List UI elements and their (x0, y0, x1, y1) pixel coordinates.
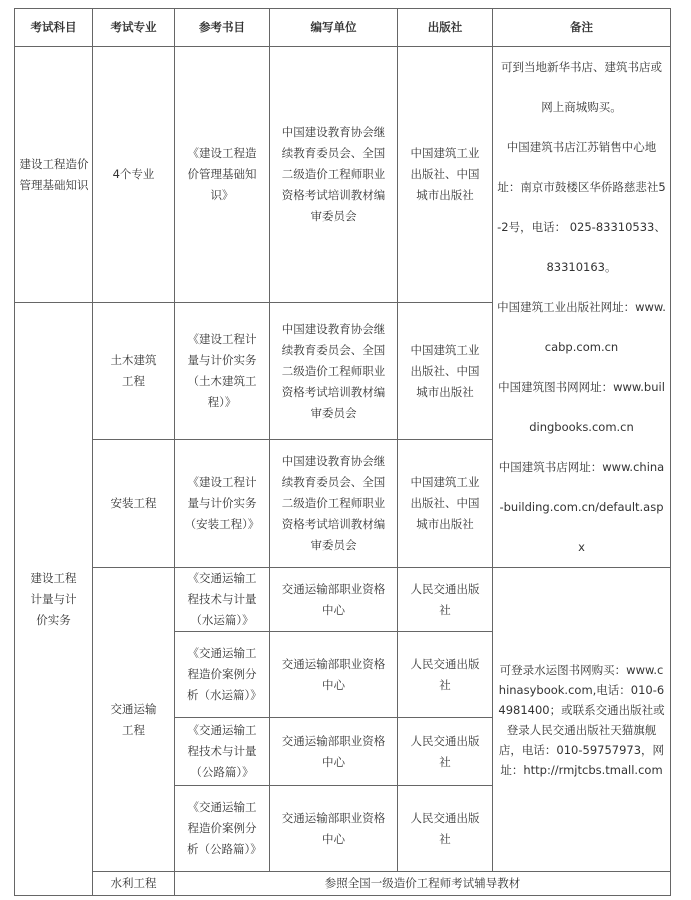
major-cell: 安装工程 (93, 440, 175, 568)
header-publisher: 出版社 (398, 9, 493, 47)
note-cell-transport (493, 568, 671, 872)
subject-cell: 建设工程造价管理基础知识 (15, 47, 93, 303)
note-text: 中国建筑图书网网址：www.buildingbooks.com.cn (498, 380, 665, 434)
publisher-cell: 中国建筑工业出版社、中国城市出版社 (398, 47, 493, 303)
major-cell: 交通运输工程 (93, 568, 175, 872)
book-cell: 《交通运输工程技术与计量（公路篇）》 (175, 718, 270, 786)
book-cell: 《交通运输工程造价案例分析（公路篇）》 (175, 786, 270, 872)
publisher-cell: 人民交通出版社 (398, 786, 493, 872)
publisher-cell: 人民交通出版社 (398, 568, 493, 632)
org-cell: 中国建设教育协会继续教育委员会、全国二级造价工程师职业资格考试培训教材编审委员会 (270, 440, 398, 568)
header-row (15, 9, 671, 47)
header-note: 备注 (493, 9, 671, 47)
major-cell: 水利工程 (93, 872, 175, 896)
org-cell: 交通运输部职业资格中心 (270, 568, 398, 632)
subject-cell: 建设工程计量与计价实务 (15, 303, 93, 896)
table-row (15, 47, 671, 303)
exam-reference-table (14, 8, 671, 896)
note-text: 可到当地新华书店、建筑书店或网上商城购买。 (501, 60, 662, 114)
publisher-cell: 中国建筑工业出版社、中国城市出版社 (398, 440, 493, 568)
publisher-cell: 人民交通出版社 (398, 718, 493, 786)
publisher-cell: 人民交通出版社 (398, 632, 493, 718)
header-book: 参考书目 (175, 9, 270, 47)
note-text: 可登录水运图书网购买：www.chinasybook.com,电话：010-64981400；或联系交通出版社或登录人民交通出版社天猫旗舰店，电话：010-59757973，网址：http://rmjtcbs.tmall.com (498, 662, 665, 777)
book-cell: 《建设工程计量与计价实务（安装工程）》 (175, 440, 270, 568)
publisher-cell: 中国建筑工业出版社、中国城市出版社 (398, 303, 493, 440)
header-org: 编写单位 (270, 9, 398, 47)
table-row (15, 872, 671, 896)
note-text: 中国建筑工业出版社网址：www.cabp.com.cn (497, 300, 666, 354)
note-cell-construction (493, 47, 671, 568)
header-major: 考试专业 (93, 9, 175, 47)
header-subject: 考试科目 (15, 9, 93, 47)
org-cell: 交通运输部职业资格中心 (270, 718, 398, 786)
major-cell: 土木建筑工程 (93, 303, 175, 440)
book-cell: 《建设工程计量与计价实务（土木建筑工程）》 (175, 303, 270, 440)
book-cell: 《交通运输工程技术与计量（水运篇）》 (175, 568, 270, 632)
org-cell: 交通运输部职业资格中心 (270, 786, 398, 872)
book-cell: 《交通运输工程造价案例分析（水运篇）》 (175, 632, 270, 718)
org-cell: 交通运输部职业资格中心 (270, 632, 398, 718)
note-text: 中国建筑书店江苏销售中心地址：南京市鼓楼区华侨路慈悲社5-2号，电话： 025-83310533、83310163。 (497, 140, 666, 274)
table-row (15, 568, 671, 632)
org-cell: 中国建设教育协会继续教育委员会、全国二级造价工程师职业资格考试培训教材编审委员会 (270, 47, 398, 303)
major-cell: 4个专业 (93, 47, 175, 303)
note-text: 中国建筑书店网址：www.china-building.com.cn/default.aspx (498, 460, 665, 554)
book-cell: 《建设工程造价管理基础知识》 (175, 47, 270, 303)
merged-reference-cell: 参照全国一级造价工程师考试辅导教材 (175, 872, 671, 896)
org-cell: 中国建设教育协会继续教育委员会、全国二级造价工程师职业资格考试培训教材编审委员会 (270, 303, 398, 440)
